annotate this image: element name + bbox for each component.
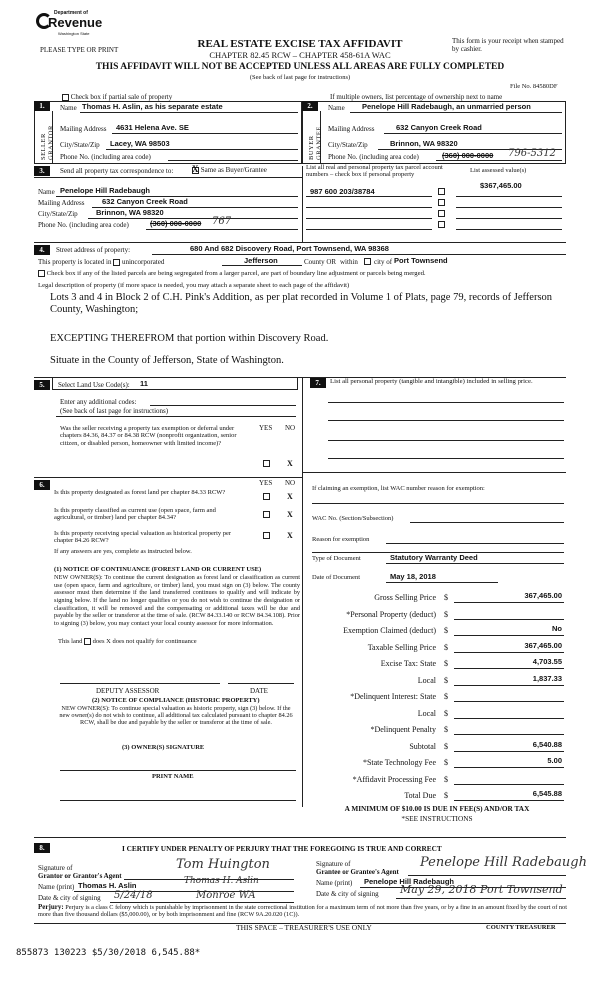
fee-dollar-sign: $	[444, 692, 448, 701]
buyer-phone[interactable]: (360) 000-0000	[442, 151, 494, 160]
segregated-checkbox[interactable]	[38, 270, 45, 277]
section-8-tag: 8.	[34, 843, 50, 853]
fee-dollar-sign: $	[444, 791, 448, 800]
exemption-wac-label: If claiming an exemption, list WAC number reason for exemption:	[312, 485, 485, 492]
grantee-name-label: Name (print)	[316, 879, 353, 887]
notice-compliance-title: (2) NOTICE OF COMPLIANCE (HISTORIC PROPERTY)	[92, 697, 260, 704]
print-note: PLEASE TYPE OR PRINT	[40, 46, 119, 54]
fee-dollar-sign: $	[444, 626, 448, 635]
same-as-buyer-row	[192, 163, 267, 174]
fee-label: *Delinquent Penalty	[370, 725, 436, 734]
doc-date-label: Date of Document	[312, 574, 361, 581]
current-use-no-answer[interactable]: X	[287, 510, 293, 519]
county-treasurer: COUNTY TREASURER	[486, 924, 556, 931]
located-row	[38, 258, 164, 266]
receipt-note: This form is your receipt when stamped by cashier.	[452, 37, 564, 54]
fee-label: *Affidavit Processing Fee	[352, 775, 436, 784]
partial-sale-row	[62, 93, 172, 101]
send-correspondence-label: Send all property tax correspondence to:	[60, 167, 174, 175]
segregated-row	[38, 270, 568, 278]
this-land-label: This land	[58, 638, 83, 645]
additional-codes-label: Enter any additional codes:	[60, 398, 137, 406]
fee-label: Excise Tax: State	[380, 659, 436, 668]
city-of-label: city of	[374, 258, 393, 266]
grantor-signature[interactable]: Tom Huington	[176, 857, 270, 872]
corr-phone-handwritten: 767	[212, 216, 232, 227]
corr-city-label: City/State/Zip	[38, 210, 78, 218]
buyer-side-label: BUYER GRANTEE	[308, 126, 323, 160]
see-back-note: (See back of last page for instructions)	[249, 74, 351, 81]
seller-phone-label: Phone No. (including area code)	[60, 153, 151, 161]
section-6-tag: 6.	[34, 480, 50, 490]
property-city[interactable]: Port Townsend	[394, 256, 448, 265]
print-name-label: PRINT NAME	[152, 773, 194, 780]
historic-yes-checkbox[interactable]	[263, 532, 270, 539]
unincorporated-checkbox[interactable]	[113, 259, 120, 266]
legal-description-3: Situate in the County of Jefferson, State of Washington.	[50, 355, 284, 366]
fee-dollar-sign: $	[444, 676, 448, 685]
logo-top-text: Department of	[54, 10, 88, 16]
revenue-logo	[34, 8, 102, 42]
fee-dollar-sign: $	[444, 742, 448, 751]
land-use-code[interactable]: 11	[140, 379, 148, 388]
personal-property-label: List all personal property (tangible and intangible) included in selling price.	[330, 378, 533, 385]
historic-no-answer[interactable]: X	[287, 531, 293, 540]
fee-dollar-sign: $	[444, 775, 448, 784]
s6-yes-header: YES	[259, 479, 273, 487]
fee-label: *Personal Property (deduct)	[346, 610, 436, 619]
wac-number-label: WAC No. (Section/Subsection)	[312, 515, 394, 522]
same-as-buyer-label: Same as Buyer/Grantee	[200, 166, 267, 174]
notice-continuance-title: (1) NOTICE OF CONTINUANCE (FOREST LAND OR CURRENT USE)	[54, 566, 262, 573]
cashier-stamp: 855873 130223 $5/30/2018 6,545.88*	[16, 948, 201, 958]
fee-value[interactable]: 6,545.88	[532, 789, 562, 798]
does-label: does	[92, 638, 105, 645]
corr-addr[interactable]: 632 Canyon Creek Road	[102, 197, 188, 206]
section-1-tag: 1.	[34, 101, 50, 111]
land-use-label: Select Land Use Code(s):	[58, 381, 130, 389]
exemption-no-answer[interactable]: X	[287, 459, 293, 468]
legal-description-1: Lots 3 and 4 in Block 2 of C.H. Pink's Addition, as per plat recorded in Volume 1 of Plats, page 79, records of Jefferson County, Washington;	[50, 292, 553, 316]
minimum-note: A MINIMUM OF $10.00 IS DUE IN FEE(S) AND/OR TAX	[344, 804, 530, 813]
legal-description-2: EXCEPTING THEREFROM that portion within Discovery Road.	[50, 333, 329, 344]
warning-text: THIS AFFIDAVIT WILL NOT BE ACCEPTED UNLESS ALL AREAS ARE FULLY COMPLETED	[95, 62, 505, 72]
seller-city[interactable]: Lacey, WA 98503	[110, 139, 170, 148]
fee-label: Gross Selling Price	[374, 593, 436, 602]
grantor-sig-label-2: Grantor or Grantor's Agent	[38, 872, 122, 880]
parcel-1-personal-checkbox[interactable]	[438, 188, 445, 195]
buyer-city-label: City/State/Zip	[328, 141, 368, 149]
fee-dollar-sign: $	[444, 725, 448, 734]
logo-sub-text: Washington State	[58, 31, 90, 36]
parcel-2-personal-checkbox[interactable]	[438, 199, 445, 206]
fee-value[interactable]: 1,837.33	[532, 674, 562, 683]
fee-label: *Delinquent Interest: State	[350, 692, 436, 701]
fee-label: Taxable Selling Price	[367, 643, 436, 652]
located-label: This property is located in	[38, 258, 112, 266]
deputy-date-label: DATE	[250, 687, 268, 695]
buyer-phone-handwritten: 796-5312	[508, 148, 556, 159]
grantor-name[interactable]: Thomas H. Aslin	[78, 881, 137, 890]
perjury-label: Perjury:	[38, 903, 64, 911]
grantor-city[interactable]: Monroe WA	[196, 890, 256, 901]
same-as-buyer-checkbox[interactable]: X	[192, 163, 199, 174]
section-2-tag: 2.	[302, 101, 318, 111]
section-4-tag: 4.	[34, 245, 50, 255]
fee-label: Local	[417, 676, 436, 685]
fee-label: Subtotal	[409, 742, 436, 751]
forest-yes-checkbox[interactable]	[263, 493, 270, 500]
form-title: REAL ESTATE EXCISE TAX AFFIDAVIT	[197, 38, 403, 50]
grantee-date-city[interactable]: May 29, 2018 Port Townsend	[400, 883, 563, 896]
parcel-3-personal-checkbox[interactable]	[438, 210, 445, 217]
answers-note: If any answers are yes, complete as instructed below.	[54, 548, 192, 555]
grantee-signature[interactable]: Penelope Hill Radebaugh	[420, 855, 587, 870]
buyer-addr[interactable]: 632 Canyon Creek Road	[396, 123, 482, 132]
fee-value[interactable]: 4,703.55	[532, 657, 562, 666]
grantee-sig-label-2: Grantee or Grantee's Agent	[316, 868, 399, 876]
county-name[interactable]: Jefferson	[244, 256, 278, 265]
grantee-date-label: Date & city of signing	[316, 890, 379, 898]
does-not-label[interactable]: X does not	[106, 638, 135, 645]
county-or-label: County OR	[304, 258, 337, 266]
see-instructions: *SEE INSTRUCTIONS	[401, 814, 473, 823]
parcel-header: List all real and personal property tax parcel account numbers – check box if personal property	[306, 164, 443, 179]
legal-label: Legal description of property (if more space is needed, you may attach a separate sheet to each page of the affidavit)	[38, 282, 350, 289]
buyer-addr-label: Mailing Address	[328, 125, 375, 133]
partial-sale-label: Check box if partial sale of property	[70, 93, 173, 101]
assessed-header: List assessed value(s)	[470, 167, 527, 174]
owner-signature-label: (3) OWNER(S) SIGNATURE	[122, 744, 205, 751]
assessed-value[interactable]: $367,465.00	[480, 181, 522, 190]
perjury-note	[38, 903, 570, 918]
this-land-row	[58, 638, 197, 645]
fee-value[interactable]: 367,465.00	[524, 591, 562, 600]
exemption-question: Was the seller receiving a property tax exemption or deferral under chapters 84.36, 84.37 or 84.38 RCW (nonprofit organization, senior citizen, or disabled person, homeowner with limited income)?	[60, 425, 237, 447]
exemption-yes-checkbox[interactable]	[263, 460, 270, 467]
seller-name[interactable]: Thomas H. Aslin, as his separate estate	[82, 102, 223, 111]
grantor-date-label: Date & city of signing	[38, 894, 101, 902]
fee-dollar-sign: $	[444, 643, 448, 652]
corr-city[interactable]: Brinnon, WA 98320	[96, 208, 164, 217]
forest-no-answer[interactable]: X	[287, 492, 293, 501]
seller-name-label: Name	[60, 104, 77, 112]
fee-label: Local	[417, 709, 436, 718]
grantor-sig-label-1: Signature of	[38, 864, 73, 872]
file-number: File No. 84580DF	[510, 83, 558, 90]
section-7-tag: 7.	[310, 378, 326, 388]
unincorporated-label: unincorporated	[121, 258, 165, 266]
buyer-phone-label: Phone No. (including area code)	[328, 153, 419, 161]
doc-type-label: Type of Document	[312, 555, 361, 562]
notice-continuance-body: NEW OWNER(S): To continue the current designation as forest land or classification as current use (open space, farm and agriculture, or timber) land, you must sign on (3) below. The county assessor must then determine if the land transferred continues to qualify and will indicate by signing below. If the land no longer qualifies or you do not wish to continue the designation or classification, it will be removed and the compensating or additional taxes will be due and payable by the seller or transferor at the time of sale. (RCW 84.33.140 or RCW 84.34.108). Prior to signing (3) below, you may contact your local county assessor for more information.	[54, 574, 300, 628]
fee-dollar-sign: $	[444, 659, 448, 668]
s5-yes-header: YES	[259, 424, 273, 432]
doc-date[interactable]: May 18, 2018	[390, 572, 436, 581]
grantee-name[interactable]: Penelope Hill Radebaugh	[364, 877, 455, 886]
buyer-name-label: Name	[328, 104, 345, 112]
seller-city-label: City/State/Zip	[60, 141, 100, 149]
within-label: within	[340, 258, 358, 266]
deputy-assessor-label: DEPUTY ASSESSOR	[96, 687, 160, 695]
fee-label: *State Technology Fee	[362, 758, 436, 767]
segregated-label: Check box if any of the listed parcels are being segregated from a larger parcel, are part of boundary line adjustment or parcels being merged.	[46, 270, 426, 278]
fee-label: Total Due	[404, 791, 436, 800]
section-3-tag: 3.	[34, 166, 50, 176]
doc-type[interactable]: Statutory Warranty Deed	[390, 553, 478, 562]
fee-dollar-sign: $	[444, 758, 448, 767]
corr-name-label: Name	[38, 188, 55, 196]
parcel-number[interactable]: 987 600 203/38784	[310, 187, 375, 196]
notice-compliance-body: NEW OWNER(S): To continue special valuation as historic property, sign (3) below. If the new owner(s) do not wish to continue, all additional tax calculated pursuant to chapter 84.26 RCW, shall be due and payable by the seller or transferor at the time of sale.	[59, 705, 293, 727]
additional-codes-note: (See back of last page for instructions)	[60, 407, 169, 415]
s6-no-header: NO	[285, 479, 296, 487]
grantee-sig-label-1: Signature of	[316, 860, 351, 868]
qualify-label: qualify for continuance	[135, 638, 197, 645]
does-qualify-checkbox[interactable]	[84, 638, 91, 645]
corr-phone[interactable]: (360) 000-0000	[150, 219, 202, 228]
s5-no-header: NO	[285, 424, 296, 432]
current-use-question: Is this property classified as current use (open space, farm and agricultural, or timber) land per chapter 84.34?	[54, 507, 216, 522]
fee-value[interactable]: 367,465.00	[524, 641, 562, 650]
form-chapter: CHAPTER 82.45 RCW – CHAPTER 458-61A WAC	[209, 50, 391, 60]
historic-question: Is this property receiving special valuation as historical property per chapter 84.26 RCW?	[54, 530, 232, 545]
corr-addr-label: Mailing Address	[38, 199, 85, 207]
fee-value[interactable]: 6,540.88	[532, 740, 562, 749]
grantor-date[interactable]: 5/24/18	[114, 890, 153, 901]
certify-statement: I CERTIFY UNDER PENALTY OF PERJURY THAT THE FOREGOING IS TRUE AND CORRECT	[122, 844, 442, 853]
current-use-yes-checkbox[interactable]	[263, 511, 270, 518]
logo-main-text: Revenue	[48, 15, 103, 30]
fee-dollar-sign: $	[444, 709, 448, 718]
buyer-city[interactable]: Brinnon, WA 98320	[390, 139, 458, 148]
partial-sale-checkbox[interactable]	[62, 94, 69, 101]
parcel-4-personal-checkbox[interactable]	[438, 221, 445, 228]
corr-phone-label: Phone No. (including area code)	[38, 221, 129, 229]
reason-label: Reason for exemption	[312, 536, 370, 543]
grantor-name-handwritten: Thomas H. Aslin	[184, 876, 259, 886]
street-address[interactable]: 680 And 682 Discovery Road, Port Townsend, WA 98368	[190, 244, 389, 253]
fee-dollar-sign: $	[444, 610, 448, 619]
fee-value[interactable]: 5.00	[547, 756, 562, 765]
seller-addr[interactable]: 4631 Helena Ave. SE	[116, 123, 189, 132]
seller-addr-label: Mailing Address	[60, 125, 107, 133]
seller-side-label: SELLER GRANTOR	[40, 125, 55, 160]
treasurer-space: THIS SPACE – TREASURER'S USE ONLY	[236, 923, 372, 932]
fee-value[interactable]: No	[552, 624, 562, 633]
city-of-checkbox[interactable]	[364, 258, 371, 265]
perjury-text: Perjury is a class C felony which is punishable by imprisonment in the state correctional institution for a maximum term of not more than five years, or by a fine in an amount fixed by the court of not more than five thousand dollars ($5,000.00), or by both imprisonment and fine (RCW 9A.20.020 (1C)).	[38, 904, 567, 919]
fee-label: Exemption Claimed (deduct)	[343, 626, 436, 635]
section-5-tag: 5.	[34, 380, 50, 390]
multiple-owners-note: If multiple owners, list percentage of ownership next to name	[330, 93, 503, 101]
grantor-name-label: Name (print)	[38, 883, 75, 891]
buyer-name[interactable]: Penelope Hill Radebaugh, an unmarried person	[362, 102, 531, 111]
street-label: Street address of property:	[56, 246, 131, 254]
forest-question: Is this property designated as forest land per chapter 84.33 RCW?	[54, 489, 226, 496]
fee-dollar-sign: $	[444, 593, 448, 602]
corr-name[interactable]: Penelope Hill Radebaugh	[60, 186, 151, 195]
